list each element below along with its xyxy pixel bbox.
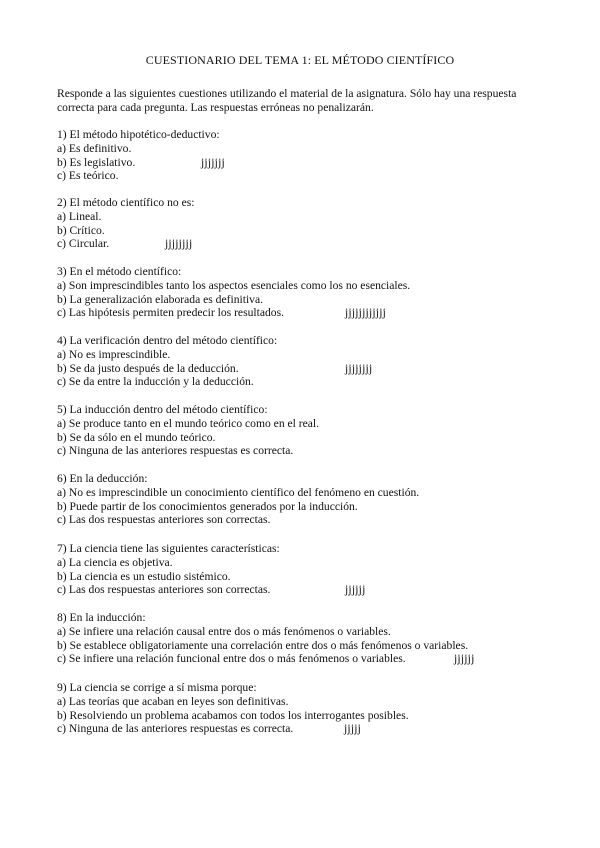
- option-c: c) Las dos respuestas anteriores son correctas.: [57, 513, 271, 527]
- option-label: c) Las dos respuestas anteriores son correctas.: [57, 583, 271, 597]
- answer-mark: jjjjj: [344, 722, 362, 736]
- option-c: c) Se da entre la inducción y la deducción.: [57, 375, 254, 389]
- option-b: b) La generalización elaborada es definitiva.: [57, 292, 264, 306]
- option-a: a) Es definitivo.: [57, 141, 132, 155]
- option-a: a) No es imprescindible.: [57, 347, 171, 361]
- option-a: a) Lineal.: [57, 209, 102, 223]
- question-text: 5) La inducción dentro del método científico:: [57, 403, 268, 416]
- option-label: b) Es legislativo.: [57, 155, 136, 169]
- answer-mark: jjjjjj: [345, 583, 366, 597]
- option-a: a) Se infiere una relación causal entre dos o más fenómenos o variables.: [57, 624, 391, 638]
- option-a: a) La ciencia es objetiva.: [57, 555, 173, 569]
- option-b: b) Puede partir de los conocimientos generados por la inducción.: [57, 499, 358, 513]
- option-b: b) Se establece obligatoriamente una correlación entre dos o más fenómenos o variables.: [57, 638, 469, 652]
- option-b: [57, 362, 547, 376]
- answer-mark: jjjjjjjjjjjj: [345, 306, 387, 320]
- question-4: [57, 334, 547, 389]
- intro-line: correcta para cada pregunta. Las respuestas erróneas no penalizarán.: [57, 100, 374, 114]
- question-text: 2) El método científico no es:: [57, 196, 195, 209]
- option-a: a) Las teorías que acaban en leyes son definitivas.: [57, 694, 289, 708]
- question-text: 1) El método hipotético-deductivo:: [57, 128, 220, 141]
- question-9: [57, 681, 547, 736]
- question-7: [57, 542, 547, 597]
- option-c: [57, 652, 547, 666]
- option-label: c) Circular.: [57, 237, 110, 251]
- option-b: b) Crítico.: [57, 223, 105, 237]
- question-5: [57, 403, 547, 458]
- answer-mark: jjjjjjjj: [345, 361, 373, 375]
- question-text: 4) La verificación dentro del método científico:: [57, 334, 278, 347]
- question-3: [57, 265, 547, 320]
- option-c: c) Ninguna de las anteriores respuestas es correcta.: [57, 444, 294, 458]
- option-c: [57, 306, 547, 320]
- intro-line: Responde a las siguientes cuestiones utilizando el material de la asignatura. Sólo hay una respuesta: [57, 87, 517, 100]
- option-c: [57, 722, 547, 736]
- answer-mark: jjjjjjjj: [165, 237, 193, 251]
- option-b: b) Resolviendo un problema acabamos con todos los interrogantes posibles.: [57, 708, 409, 722]
- question-2: [57, 196, 547, 251]
- option-label: c) Se infiere una relación funcional entre dos o más fenómenos o variables.: [57, 652, 406, 666]
- option-a: a) Se produce tanto en el mundo teórico como en el real.: [57, 416, 320, 430]
- option-label: c) Ninguna de las anteriores respuestas es correcta.: [57, 722, 294, 736]
- page-title: CUESTIONARIO DEL TEMA 1: EL MÉTODO CIENTÍFICO: [145, 53, 455, 67]
- option-a: a) Son imprescindibles tanto los aspectos esenciales como los no esenciales.: [57, 278, 411, 292]
- question-6: [57, 472, 547, 527]
- question-text: 3) En el método científico:: [57, 265, 182, 278]
- intro-paragraph: [57, 87, 547, 115]
- question-text: 9) La ciencia se corrige a sí misma porque:: [57, 681, 257, 694]
- question-text: 7) La ciencia tiene las siguientes características:: [57, 542, 280, 555]
- option-b: b) Se da sólo en el mundo teórico.: [57, 430, 216, 444]
- question-1: [57, 128, 547, 183]
- answer-mark: jjjjjj: [454, 652, 475, 666]
- option-label: c) Las hipótesis permiten predecir los resultados.: [57, 306, 284, 320]
- option-c: [57, 583, 547, 597]
- option-b: b) La ciencia es un estudio sistémico.: [57, 569, 231, 583]
- option-c: [57, 237, 547, 251]
- question-text: 6) En la deducción:: [57, 472, 148, 485]
- question-text: 8) En la inducción:: [57, 611, 146, 624]
- answer-mark: jjjjjjj: [201, 155, 225, 169]
- question-8: [57, 611, 547, 666]
- option-b: [57, 156, 547, 170]
- option-label: b) Se da justo después de la deducción.: [57, 361, 239, 375]
- option-c: c) Es teórico.: [57, 169, 119, 183]
- option-a: a) No es imprescindible un conocimiento científico del fenómeno en cuestión.: [57, 485, 420, 499]
